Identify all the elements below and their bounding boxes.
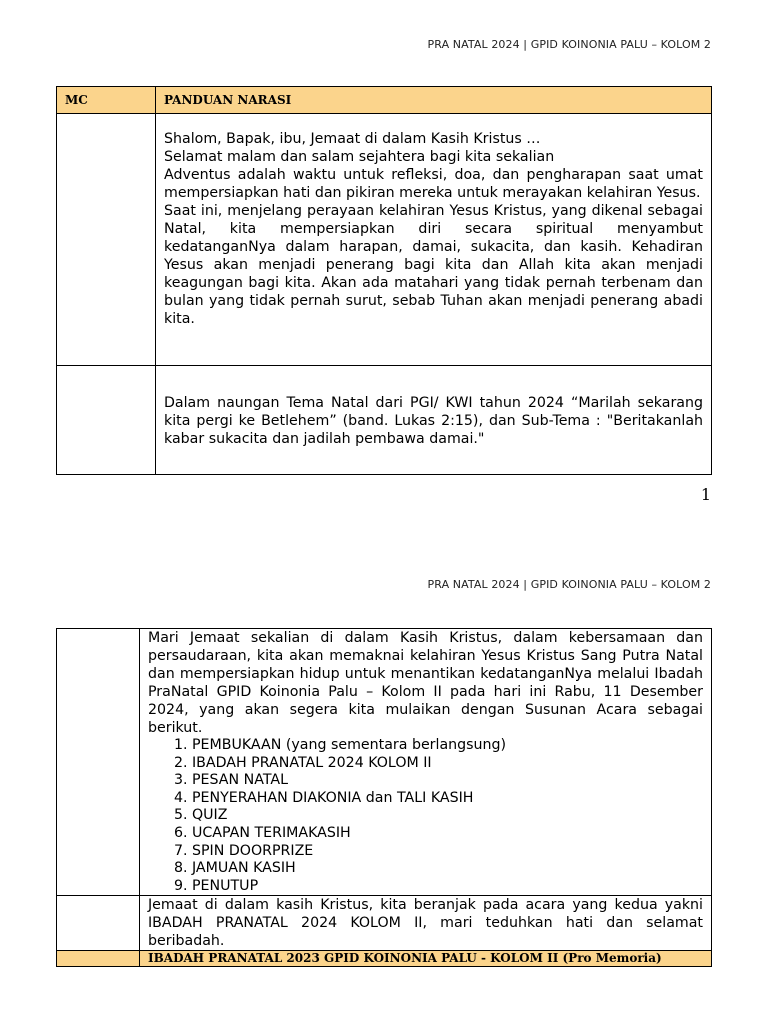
agenda-item: 4. PENYERAHAN DIAKONIA dan TALI KASIH	[192, 790, 703, 808]
greeting-line: Shalom, Bapak, ibu, Jemaat di dalam Kasih Kristus …	[164, 131, 541, 147]
agenda-item: 9. PENUTUP	[192, 878, 703, 896]
intro-paragraph: Mari Jemaat sekalian di dalam Kasih Kristus, dalam kebersamaan dan persaudaraan, kita akan memaknai kelahiran Yesus Kristus Sang Putra Natal dan mempersiapkan hidup untuk menantikan kedatanganNya melalui Ibadah PraNatal GPID Koinonia Palu – Kolom II pada hari ini Rabu, 11 Desember 2024, yang akan segera kita mulaikan dengan Susunan Acara sebagai berikut.	[148, 630, 703, 736]
mc-cell	[57, 896, 140, 951]
agenda-item: 2. IBADAH PRANATAL 2024 KOLOM II	[192, 755, 703, 773]
theme-cell	[156, 366, 712, 475]
mc-cell	[57, 629, 140, 896]
section-title: IBADAH PRANATAL 2023 GPID KOINONIA PALU - KOLOM II (Pro Memoria)	[140, 951, 712, 967]
page-header: PRA NATAL 2024 | GPID KOINONIA PALU – KOLOM 2	[427, 38, 711, 51]
greeting-line: Selamat malam dan salam sejahtera bagi kita sekalian	[164, 149, 555, 165]
advent-paragraph: Adventus adalah waktu untuk refleksi, doa, dan pengharapan saat umat mempersiapkan hati dan pikiran mereka untuk merayakan kelahiran Yesus.	[164, 167, 703, 201]
agenda-item: 8. JAMUAN KASIH	[192, 860, 703, 878]
page-header: PRA NATAL 2024 | GPID KOINONIA PALU – KOLOM 2	[427, 578, 711, 591]
narration-cell	[156, 114, 712, 366]
page-number: 1	[700, 485, 711, 504]
transition-cell	[140, 896, 712, 951]
christmas-paragraph: Saat ini, menjelang perayaan kelahiran Yesus Kristus, yang dikenal sebagai Natal, kita mempersiapkan diri secara spiritual menyambut kedatanganNya dalam harapan, damai, sukacita, dan kasih. Kehadiran Yesus akan menjadi penerang bagi kita dan Allah kita akan menjadi keagungan bagi kita. Akan ada matahari yang tidak pernah terbenam dan bulan yang tidak pernah surut, sebab Tuhan akan menjadi penerang abadi kita.	[164, 203, 703, 327]
narasi-column-header: PANDUAN NARASI	[156, 87, 712, 114]
narration-table-page2	[56, 628, 712, 967]
agenda-item: 5. QUIZ	[192, 807, 703, 825]
transition-paragraph: Jemaat di dalam kasih Kristus, kita beranjak pada acara yang kedua yakni IBADAH PRANATAL 2024 KOLOM II, mari teduhkan hati dan selamat beribadah.	[148, 897, 703, 950]
agenda-item: 7. SPIN DOORPRIZE	[192, 843, 703, 861]
mc-cell	[57, 366, 156, 475]
mc-cell	[57, 114, 156, 366]
narration-table-page1	[56, 86, 712, 475]
agenda-list	[148, 737, 703, 895]
theme-paragraph: Dalam naungan Tema Natal dari PGI/ KWI tahun 2024 “Marilah sekarang kita pergi ke Betlehem” (band. Lukas 2:15), dan Sub-Tema : "Beritakanlah kabar sukacita dan jadilah pembawa damai."	[164, 395, 703, 447]
agenda-item: 6. UCAPAN TERIMAKASIH	[192, 825, 703, 843]
mc-column-header: MC	[57, 87, 156, 114]
mc-cell	[57, 951, 140, 967]
agenda-item: 3. PESAN NATAL	[192, 772, 703, 790]
agenda-cell	[140, 629, 712, 896]
agenda-item: 1. PEMBUKAAN (yang sementara berlangsung)	[192, 737, 703, 755]
